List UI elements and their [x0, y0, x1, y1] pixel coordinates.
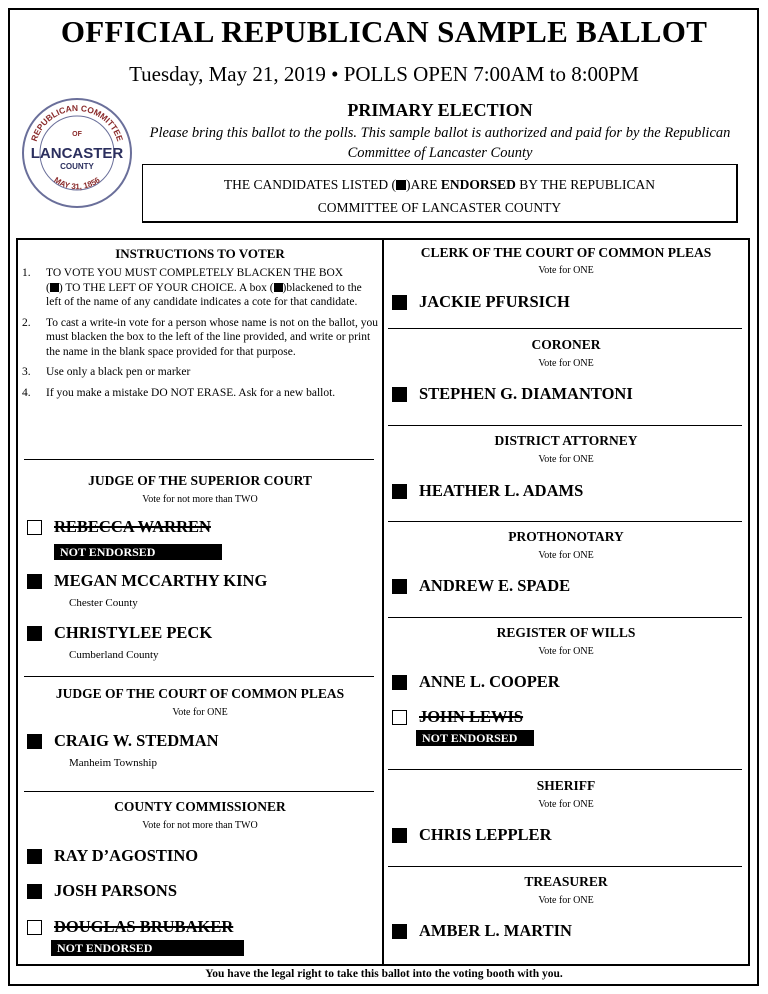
instruction-text-part: TO VOTE YOU MUST COMPLETELY BLACKEN THE BOX — [46, 267, 344, 279]
filled-checkbox[interactable] — [27, 884, 42, 899]
filled-checkbox[interactable] — [27, 626, 42, 641]
candidate-name: JOSH PARSONS — [54, 881, 178, 900]
instruction-number: 4. — [22, 386, 31, 399]
filled-box-icon — [50, 283, 59, 292]
instructions-title: INSTRUCTIONS TO VOTER — [115, 246, 285, 261]
candidate-row[interactable] — [392, 292, 570, 312]
filled-checkbox[interactable] — [392, 675, 407, 690]
endorsement-bold-word: ENDORSED — [440, 177, 516, 192]
instructions-list — [22, 266, 378, 406]
instruction-item — [22, 365, 378, 380]
instruction-item — [22, 266, 378, 310]
instruction-number: 2. — [22, 316, 31, 329]
election-type-heading: PRIMARY ELECTION — [347, 100, 533, 120]
race-title-treasurer: TREASURER — [524, 874, 608, 889]
vote-for-text: Vote for ONE — [538, 895, 594, 906]
filled-checkbox[interactable] — [27, 849, 42, 864]
instruction-text: To cast a write-in vote for a person whose name is not on the ballot, you must blacken the box to the left of the line provided, and write or print the name in the blank space provided for that purpose. — [46, 316, 378, 358]
candidate-name: HEATHER L. ADAMS — [419, 481, 584, 500]
empty-checkbox[interactable] — [27, 920, 42, 935]
endorsement-text-rest: BY THE REPUBLICAN — [515, 177, 656, 192]
race-title-superior-court: JUDGE OF THE SUPERIOR COURT — [88, 473, 312, 488]
candidate-row[interactable] — [392, 707, 523, 727]
race-title-county-commissioner: COUNTY COMMISSIONER — [114, 799, 286, 814]
empty-checkbox[interactable] — [27, 520, 42, 535]
filled-checkbox[interactable] — [392, 387, 407, 402]
logo-name-text: LANCASTER — [30, 145, 124, 162]
vote-for-text: Vote for ONE — [538, 358, 594, 369]
election-date-line: Tuesday, May 21, 2019 • POLLS OPEN 7:00AM to 8:00PM — [129, 62, 639, 86]
filled-checkbox[interactable] — [392, 579, 407, 594]
race-title-clerk: CLERK OF THE COURT OF COMMON PLEAS — [420, 245, 712, 260]
instruction-text: Use only a black pen or marker — [46, 366, 191, 378]
instruction-number: 1. — [22, 267, 31, 279]
lancaster-county-seal-logo — [20, 96, 134, 210]
instruction-number: 3. — [22, 366, 31, 378]
candidate-row[interactable] — [27, 517, 211, 537]
left-column — [16, 238, 384, 966]
candidate-row[interactable] — [392, 576, 570, 596]
vote-for-text: Vote for ONE — [538, 646, 594, 657]
candidate-name: ANDREW E. SPADE — [419, 576, 571, 595]
filled-checkbox[interactable] — [27, 574, 42, 589]
filled-box-icon — [396, 180, 406, 190]
section-divider — [388, 617, 742, 618]
candidate-name: JACKIE PFURSICH — [419, 292, 570, 311]
logo-county-text: COUNTY — [60, 162, 94, 171]
instruction-text: If you make a mistake DO NOT ERASE. Ask for a new ballot. — [46, 386, 336, 399]
authorization-notice: Please bring this ballot to the polls. This sample ballot is authorized and paid for by the Republican Committee of Lancaster County — [149, 125, 731, 161]
footer-note: You have the legal right to take this ballot into the voting booth with you. — [205, 968, 563, 980]
logo-top-text: REPUBLICAN COMMITTEE — [28, 102, 126, 143]
instruction-text-part: ) TO THE LEFT OF YOUR CHOICE. A box ( — [58, 281, 274, 294]
candidate-row[interactable] — [27, 571, 267, 591]
not-endorsed-badge: NOT ENDORSED — [51, 940, 244, 956]
candidate-location: Manheim Township — [69, 757, 157, 769]
instruction-item — [22, 386, 378, 401]
candidate-name: STEPHEN G. DIAMANTONI — [419, 384, 633, 403]
candidate-name: AMBER L. MARTIN — [419, 921, 572, 940]
filled-checkbox[interactable] — [27, 734, 42, 749]
candidate-row[interactable] — [27, 846, 198, 866]
section-divider — [24, 459, 374, 460]
race-title-district-attorney: DISTRICT ATTORNEY — [494, 433, 638, 448]
filled-checkbox[interactable] — [392, 828, 407, 843]
candidate-name: MEGAN MCCARTHY KING — [54, 571, 268, 590]
section-divider — [388, 521, 742, 522]
vote-for-text: Vote for ONE — [172, 707, 228, 718]
race-title-sheriff: SHERIFF — [536, 778, 596, 793]
instruction-text: TO VOTE YOU MUST COMPLETELY BLACKEN THE BOX ( ) TO THE LEFT OF YOUR CHOICE. A box ( )blackened to the left of the name of any candidate indicates a cote for that candidate. — [46, 267, 362, 308]
vote-for-text: Vote for not more than TWO — [142, 820, 258, 831]
instruction-text-part: )blackened to the left of the name of any candidate indicates a cote for that candidate. — [46, 281, 362, 308]
endorsement-notice-box — [142, 164, 738, 223]
vote-for-text: Vote for ONE — [538, 550, 594, 561]
candidate-row[interactable] — [392, 384, 633, 404]
candidate-name: RAY D’AGOSTINO — [54, 846, 199, 865]
candidate-name: JOHN LEWIS — [419, 707, 524, 726]
instruction-item — [22, 316, 378, 360]
vote-for-text: Vote for not more than TWO — [142, 494, 258, 505]
candidate-row[interactable] — [27, 623, 212, 643]
right-column — [384, 238, 750, 966]
candidate-name: CHRISTYLEE PECK — [54, 623, 213, 642]
candidate-row[interactable] — [27, 917, 233, 937]
vote-for-text: Vote for ONE — [538, 799, 594, 810]
filled-checkbox[interactable] — [392, 295, 407, 310]
candidate-row[interactable] — [392, 825, 551, 845]
svg-text:MAY 31, 1856 — [52, 175, 102, 191]
section-divider — [388, 769, 742, 770]
candidate-row[interactable] — [392, 481, 583, 501]
endorsement-text-before: THE CANDIDATES LISTED ( — [223, 177, 397, 192]
endorsement-text-after: )ARE — [406, 177, 441, 192]
page-title: OFFICIAL REPUBLICAN SAMPLE BALLOT — [60, 14, 708, 49]
filled-box-icon — [274, 283, 283, 292]
vote-for-text: Vote for ONE — [538, 265, 594, 276]
candidate-name: REBECCA WARREN — [54, 517, 211, 536]
race-title-register-of-wills: REGISTER OF WILLS — [496, 625, 636, 640]
candidate-location: Chester County — [69, 597, 138, 609]
filled-checkbox[interactable] — [392, 484, 407, 499]
candidate-name: CHRIS LEPPLER — [419, 825, 552, 844]
empty-checkbox[interactable] — [392, 710, 407, 725]
candidate-location: Cumberland County — [69, 649, 159, 661]
race-title-coroner: CORONER — [531, 337, 601, 352]
section-divider — [24, 676, 374, 677]
not-endorsed-badge: NOT ENDORSED — [416, 730, 534, 746]
candidate-row[interactable] — [27, 881, 177, 901]
candidate-name: ANNE L. COOPER — [419, 672, 560, 691]
logo-date-text: MAY 31, 1856 — [52, 175, 102, 192]
candidate-row[interactable] — [392, 672, 560, 692]
section-divider — [388, 328, 742, 329]
candidate-name: CRAIG W. STEDMAN — [54, 731, 219, 750]
section-divider — [24, 791, 374, 792]
filled-checkbox[interactable] — [392, 924, 407, 939]
logo-of-text: OF — [72, 131, 82, 138]
section-divider — [388, 866, 742, 867]
race-title-common-pleas-judge: JUDGE OF THE COURT OF COMMON PLEAS — [55, 686, 345, 701]
endorsement-text-line2: COMMITTEE OF LANCASTER COUNTY — [317, 200, 562, 215]
section-divider — [388, 425, 742, 426]
vote-for-text: Vote for ONE — [538, 454, 594, 465]
not-endorsed-badge: NOT ENDORSED — [54, 544, 222, 560]
candidate-row[interactable] — [392, 921, 572, 941]
candidate-row[interactable] — [27, 731, 219, 751]
race-title-prothonotary: PROTHONOTARY — [508, 529, 624, 544]
candidate-name: DOUGLAS BRUBAKER — [54, 917, 234, 936]
